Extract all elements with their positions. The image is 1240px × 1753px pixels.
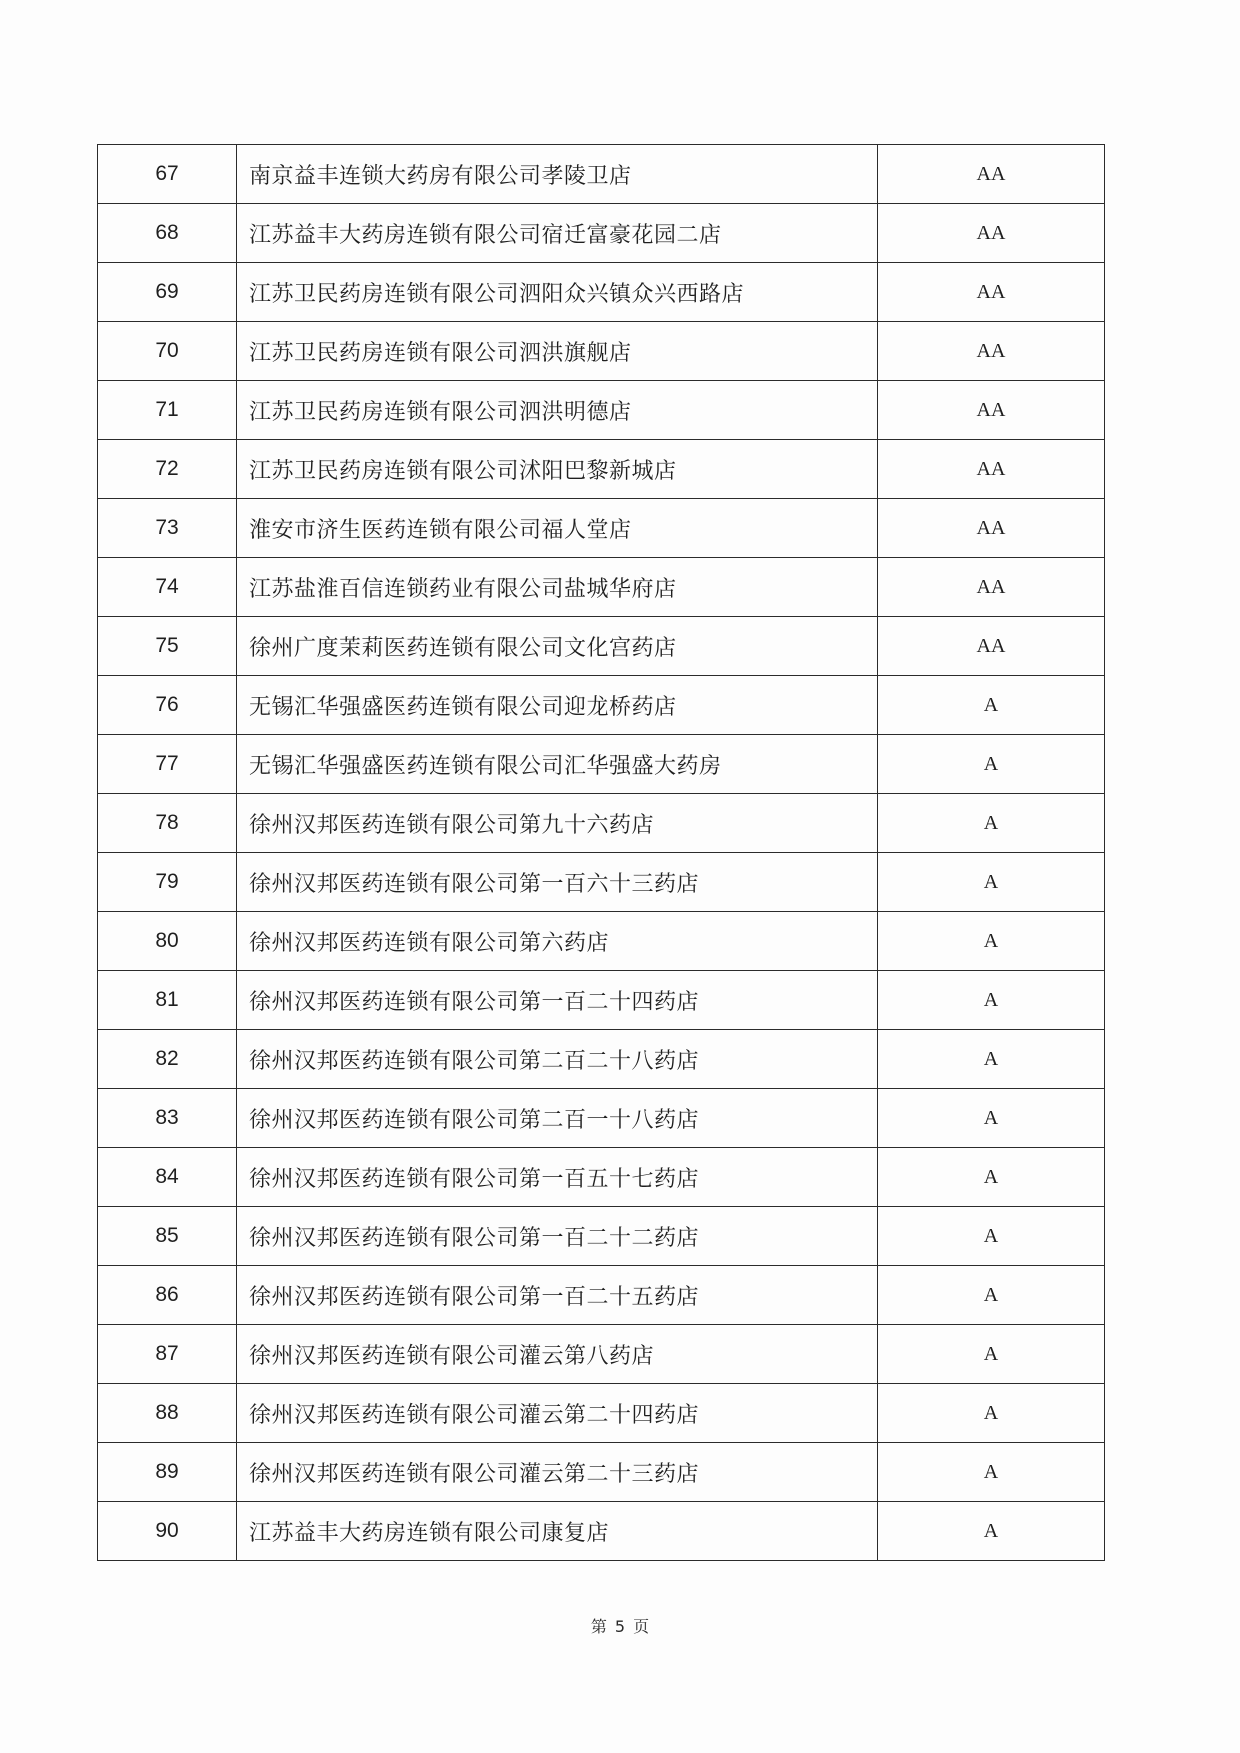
row-number-cell: 77 bbox=[98, 735, 237, 794]
credit-grade-cell: A bbox=[878, 912, 1105, 971]
table-row bbox=[98, 1030, 1105, 1089]
table-row bbox=[98, 1502, 1105, 1561]
row-number-cell: 89 bbox=[98, 1443, 237, 1502]
table-row bbox=[98, 1443, 1105, 1502]
row-number-cell: 82 bbox=[98, 1030, 237, 1089]
credit-grade-cell: A bbox=[878, 1089, 1105, 1148]
pharmacy-name-cell: 徐州汉邦医药连锁有限公司第二百二十八药店 bbox=[237, 1030, 878, 1089]
table-row bbox=[98, 499, 1105, 558]
row-number-cell: 85 bbox=[98, 1207, 237, 1266]
page-footer-suffix: 页 bbox=[633, 1617, 650, 1636]
table-row bbox=[98, 853, 1105, 912]
table-body bbox=[98, 145, 1105, 1561]
row-number-cell: 69 bbox=[98, 263, 237, 322]
row-number-cell: 87 bbox=[98, 1325, 237, 1384]
pharmacy-name-cell: 徐州汉邦医药连锁有限公司第一百二十四药店 bbox=[237, 971, 878, 1030]
credit-grade-cell: A bbox=[878, 1030, 1105, 1089]
table-row bbox=[98, 912, 1105, 971]
pharmacy-name-cell: 江苏盐淮百信连锁药业有限公司盐城华府店 bbox=[237, 558, 878, 617]
credit-grade-cell: AA bbox=[878, 617, 1105, 676]
pharmacy-name-cell: 江苏卫民药房连锁有限公司沭阳巴黎新城店 bbox=[237, 440, 878, 499]
table-row bbox=[98, 440, 1105, 499]
table-row bbox=[98, 1266, 1105, 1325]
row-number-cell: 78 bbox=[98, 794, 237, 853]
credit-grade-cell: AA bbox=[878, 322, 1105, 381]
table-row bbox=[98, 381, 1105, 440]
table-row bbox=[98, 1207, 1105, 1266]
pharmacy-name-cell: 徐州广度茉莉医药连锁有限公司文化宫药店 bbox=[237, 617, 878, 676]
pharmacy-rating-table bbox=[97, 144, 1105, 1561]
credit-grade-cell: A bbox=[878, 853, 1105, 912]
pharmacy-name-cell: 徐州汉邦医药连锁有限公司第一百六十三药店 bbox=[237, 853, 878, 912]
credit-grade-cell: AA bbox=[878, 558, 1105, 617]
pharmacy-name-cell: 徐州汉邦医药连锁有限公司灌云第二十三药店 bbox=[237, 1443, 878, 1502]
table-row bbox=[98, 322, 1105, 381]
row-number-cell: 83 bbox=[98, 1089, 237, 1148]
pharmacy-name-cell: 无锡汇华强盛医药连锁有限公司汇华强盛大药房 bbox=[237, 735, 878, 794]
credit-grade-cell: A bbox=[878, 1207, 1105, 1266]
pharmacy-name-cell: 徐州汉邦医药连锁有限公司第一百二十二药店 bbox=[237, 1207, 878, 1266]
row-number-cell: 74 bbox=[98, 558, 237, 617]
row-number-cell: 76 bbox=[98, 676, 237, 735]
credit-grade-cell: A bbox=[878, 1325, 1105, 1384]
credit-grade-cell: A bbox=[878, 676, 1105, 735]
pharmacy-name-cell: 江苏益丰大药房连锁有限公司康复店 bbox=[237, 1502, 878, 1561]
row-number-cell: 84 bbox=[98, 1148, 237, 1207]
page-footer-prefix: 第 bbox=[590, 1617, 607, 1636]
pharmacy-name-cell: 徐州汉邦医药连锁有限公司灌云第二十四药店 bbox=[237, 1384, 878, 1443]
table-row bbox=[98, 617, 1105, 676]
credit-grade-cell: AA bbox=[878, 440, 1105, 499]
row-number-cell: 80 bbox=[98, 912, 237, 971]
row-number-cell: 79 bbox=[98, 853, 237, 912]
credit-grade-cell: A bbox=[878, 1443, 1105, 1502]
row-number-cell: 73 bbox=[98, 499, 237, 558]
table-row bbox=[98, 1089, 1105, 1148]
pharmacy-name-cell: 徐州汉邦医药连锁有限公司第一百五十七药店 bbox=[237, 1148, 878, 1207]
credit-grade-cell: A bbox=[878, 971, 1105, 1030]
credit-grade-cell: AA bbox=[878, 204, 1105, 263]
table-row bbox=[98, 204, 1105, 263]
table-row bbox=[98, 735, 1105, 794]
row-number-cell: 67 bbox=[98, 145, 237, 204]
row-number-cell: 75 bbox=[98, 617, 237, 676]
credit-grade-cell: AA bbox=[878, 499, 1105, 558]
pharmacy-name-cell: 江苏卫民药房连锁有限公司泗阳众兴镇众兴西路店 bbox=[237, 263, 878, 322]
row-number-cell: 88 bbox=[98, 1384, 237, 1443]
table-row bbox=[98, 1384, 1105, 1443]
credit-grade-cell: A bbox=[878, 1266, 1105, 1325]
credit-grade-cell: A bbox=[878, 735, 1105, 794]
pharmacy-name-cell: 淮安市济生医药连锁有限公司福人堂店 bbox=[237, 499, 878, 558]
pharmacy-name-cell: 南京益丰连锁大药房有限公司孝陵卫店 bbox=[237, 145, 878, 204]
table-row bbox=[98, 794, 1105, 853]
row-number-cell: 71 bbox=[98, 381, 237, 440]
pharmacy-name-cell: 江苏卫民药房连锁有限公司泗洪明德店 bbox=[237, 381, 878, 440]
pharmacy-name-cell: 徐州汉邦医药连锁有限公司第六药店 bbox=[237, 912, 878, 971]
table-row bbox=[98, 1325, 1105, 1384]
credit-grade-cell: AA bbox=[878, 381, 1105, 440]
table-row bbox=[98, 263, 1105, 322]
row-number-cell: 72 bbox=[98, 440, 237, 499]
row-number-cell: 86 bbox=[98, 1266, 237, 1325]
table-row bbox=[98, 1148, 1105, 1207]
row-number-cell: 90 bbox=[98, 1502, 237, 1561]
pharmacy-name-cell: 徐州汉邦医药连锁有限公司第一百二十五药店 bbox=[237, 1266, 878, 1325]
credit-grade-cell: AA bbox=[878, 263, 1105, 322]
row-number-cell: 68 bbox=[98, 204, 237, 263]
page-number: 5 bbox=[614, 1617, 626, 1636]
pharmacy-name-cell: 无锡汇华强盛医药连锁有限公司迎龙桥药店 bbox=[237, 676, 878, 735]
credit-grade-cell: A bbox=[878, 1502, 1105, 1561]
pharmacy-name-cell: 徐州汉邦医药连锁有限公司灌云第八药店 bbox=[237, 1325, 878, 1384]
pharmacy-name-cell: 徐州汉邦医药连锁有限公司第二百一十八药店 bbox=[237, 1089, 878, 1148]
page-footer bbox=[0, 1614, 1240, 1637]
row-number-cell: 70 bbox=[98, 322, 237, 381]
table-row bbox=[98, 145, 1105, 204]
pharmacy-name-cell: 徐州汉邦医药连锁有限公司第九十六药店 bbox=[237, 794, 878, 853]
table-row bbox=[98, 971, 1105, 1030]
table-row bbox=[98, 558, 1105, 617]
pharmacy-name-cell: 江苏卫民药房连锁有限公司泗洪旗舰店 bbox=[237, 322, 878, 381]
table-row bbox=[98, 676, 1105, 735]
credit-grade-cell: A bbox=[878, 1384, 1105, 1443]
row-number-cell: 81 bbox=[98, 971, 237, 1030]
credit-grade-cell: AA bbox=[878, 145, 1105, 204]
credit-grade-cell: A bbox=[878, 1148, 1105, 1207]
credit-grade-cell: A bbox=[878, 794, 1105, 853]
pharmacy-name-cell: 江苏益丰大药房连锁有限公司宿迁富豪花园二店 bbox=[237, 204, 878, 263]
